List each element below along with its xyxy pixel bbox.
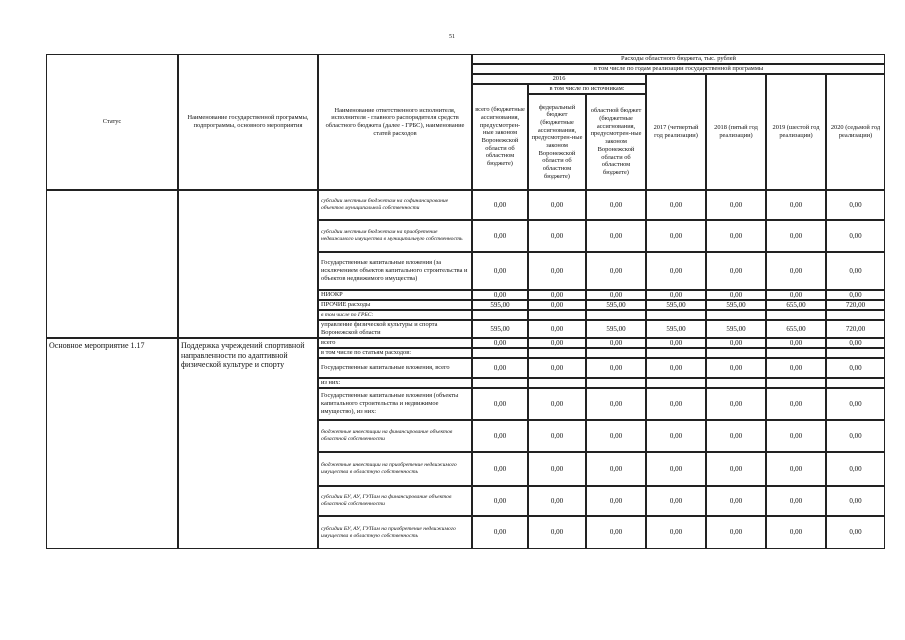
- row-value-text: 0,00: [550, 324, 564, 333]
- row-value-text: 655,00: [786, 324, 806, 333]
- row-label-text: Государственные капитальные вложения, всего: [321, 364, 450, 372]
- row-value: [646, 516, 706, 549]
- row-value-text: 595,00: [606, 324, 626, 333]
- program-cell-continued: [178, 190, 318, 338]
- row-value-text: 0,00: [789, 266, 803, 275]
- row-value: [528, 300, 586, 310]
- row-value: [706, 320, 766, 338]
- row-label-text: Государственные капитальные вложения (объекты капитального строительства и недвижимое имущество), из них:: [321, 392, 459, 415]
- row-label: [318, 516, 472, 549]
- row-value: [586, 486, 646, 516]
- row-value: [472, 452, 528, 486]
- row-value: [528, 420, 586, 452]
- row-value-text: 0,00: [789, 200, 803, 209]
- row-value-text: 0,00: [789, 290, 803, 299]
- row-value-text: 0,00: [609, 266, 623, 275]
- row-label-text: субсидии местным бюджетам на приобретение недвижимого имущества в муниципальную собственность: [321, 229, 463, 242]
- row-value: [646, 358, 706, 378]
- row-value-text: 0,00: [609, 231, 623, 240]
- row-value: [528, 252, 586, 290]
- row-value: [826, 348, 885, 358]
- row-value: [586, 252, 646, 290]
- header-year-2016: [472, 74, 646, 84]
- row-value-text: 0,00: [729, 496, 743, 505]
- header-status: [46, 54, 178, 190]
- row-value: [706, 290, 766, 300]
- row-value-text: 595,00: [726, 300, 746, 309]
- row-value: [706, 220, 766, 252]
- row-value: [472, 358, 528, 378]
- row-label: [318, 338, 472, 348]
- section-status: [46, 338, 178, 549]
- row-value: [646, 320, 706, 338]
- row-value-text: 595,00: [666, 300, 686, 309]
- status-cell-continued: [46, 190, 178, 338]
- row-value-text: 0,00: [493, 464, 507, 473]
- row-value: [528, 320, 586, 338]
- row-value: [528, 516, 586, 549]
- row-value-text: 0,00: [493, 266, 507, 275]
- row-value: [706, 420, 766, 452]
- row-value-text: 0,00: [669, 338, 683, 347]
- row-value-text: 0,00: [849, 399, 862, 408]
- header-budget-caption: [472, 54, 885, 64]
- row-label-text: из них:: [321, 379, 341, 387]
- row-value-text: 0,00: [550, 200, 564, 209]
- section-name-text: Поддержка учреждений спортивной направленности по адаптивной физической культуре и спорту: [181, 341, 305, 370]
- row-label: [318, 358, 472, 378]
- row-value-text: 0,00: [493, 431, 507, 440]
- row-label: [318, 348, 472, 358]
- header-federal: [528, 94, 586, 190]
- row-value: [646, 378, 706, 388]
- row-label-text: субсидии БУ, АУ, ГУПам на финансирование объектов областной собственности: [321, 494, 452, 507]
- row-value-text: 0,00: [729, 290, 743, 299]
- row-value-text: 0,00: [849, 200, 862, 209]
- row-value-text: 0,00: [669, 464, 683, 473]
- row-label-text: Государственные капитальные вложения (за исключением объектов капитального строительства и объектов недвижимого имущества): [321, 259, 468, 282]
- row-value: [472, 348, 528, 358]
- row-value-text: 0,00: [609, 338, 623, 347]
- row-value: [826, 378, 885, 388]
- row-value: [586, 420, 646, 452]
- row-value: [646, 252, 706, 290]
- row-value: [766, 516, 826, 549]
- row-value-text: 0,00: [493, 290, 507, 299]
- row-value: [528, 348, 586, 358]
- row-value-text: 0,00: [729, 399, 743, 408]
- row-value-text: 0,00: [669, 496, 683, 505]
- row-label-text: субсидии БУ, АУ, ГУПам на приобретение недвижимого имущества в областную собственность: [321, 525, 456, 539]
- row-value-text: 0,00: [849, 266, 862, 275]
- row-value: [646, 220, 706, 252]
- row-label: [318, 452, 472, 486]
- row-value: [528, 190, 586, 220]
- header-sources-caption: [528, 84, 646, 94]
- row-value: [528, 338, 586, 348]
- row-value: [766, 338, 826, 348]
- row-value: [766, 486, 826, 516]
- row-value-text: 0,00: [493, 399, 507, 408]
- row-value: [646, 290, 706, 300]
- row-value-text: 595,00: [726, 324, 746, 333]
- row-value: [586, 220, 646, 252]
- row-value-text: 0,00: [849, 231, 862, 240]
- header-2018-text: 2018 (пятый год реализации): [714, 124, 758, 139]
- row-value-text: 0,00: [669, 231, 683, 240]
- header-years-caption: [472, 64, 885, 74]
- row-value: [826, 358, 885, 378]
- section-status-text: Основное мероприятие 1.17: [49, 341, 145, 350]
- row-value: [766, 220, 826, 252]
- header-2018: [706, 74, 766, 190]
- row-label-text: субсидии местным бюджетам на софинансирование объектов муниципальной собственности: [321, 198, 449, 211]
- row-value-text: 0,00: [550, 266, 564, 275]
- row-value: [706, 252, 766, 290]
- row-value-text: 0,00: [550, 431, 564, 440]
- row-label: [318, 320, 472, 338]
- row-value: [528, 486, 586, 516]
- row-value-text: 0,00: [669, 431, 683, 440]
- row-value: [586, 300, 646, 310]
- row-value-text: 0,00: [789, 496, 803, 505]
- row-value-text: 0,00: [849, 528, 862, 537]
- header-status-text: Статус: [102, 118, 122, 126]
- header-federal-text: федеральный бюджет (бюджетные ассигнования, предусмотрен-ные законом Воронежской области об областном бюджете): [531, 103, 583, 180]
- header-2017: [646, 74, 706, 190]
- row-label: [318, 190, 472, 220]
- row-label: [318, 420, 472, 452]
- row-value-text: 595,00: [666, 324, 686, 333]
- row-value: [826, 338, 885, 348]
- row-value-text: 0,00: [550, 399, 564, 408]
- row-value: [472, 290, 528, 300]
- row-value: [706, 338, 766, 348]
- row-label-text: бюджетные инвестиции на финансирование объектов областной собственности: [321, 429, 453, 442]
- row-value: [826, 486, 885, 516]
- row-value: [646, 388, 706, 420]
- row-value-text: 0,00: [609, 290, 623, 299]
- row-value-text: 0,00: [550, 300, 564, 309]
- row-value-text: 0,00: [669, 399, 683, 408]
- row-value: [646, 310, 706, 320]
- header-2020-text: 2020 (седьмой год реализации): [830, 124, 881, 139]
- row-label: [318, 486, 472, 516]
- header-total-text: всего (бюджетные ассигнования, предусмотрен-ные законом Воронежской области об областном бюджете): [475, 106, 525, 168]
- row-value: [706, 516, 766, 549]
- row-value: [586, 388, 646, 420]
- row-value: [586, 358, 646, 378]
- row-value: [472, 220, 528, 252]
- row-value: [706, 300, 766, 310]
- row-value-text: 0,00: [493, 528, 507, 537]
- row-value-text: 0,00: [669, 528, 683, 537]
- row-label-text: управление физической культуры и спорта Воронежской области: [321, 321, 438, 336]
- row-value: [706, 348, 766, 358]
- row-value-text: 0,00: [669, 200, 683, 209]
- row-value: [766, 300, 826, 310]
- row-value: [472, 310, 528, 320]
- row-value-text: 0,00: [609, 363, 623, 372]
- row-value: [766, 358, 826, 378]
- page-number: 51: [449, 34, 455, 40]
- row-value-text: 0,00: [609, 528, 623, 537]
- row-value-text: 0,00: [550, 231, 564, 240]
- row-value: [706, 378, 766, 388]
- row-value: [766, 190, 826, 220]
- row-value-text: 0,00: [729, 338, 743, 347]
- section-name: [178, 338, 318, 549]
- row-value-text: 0,00: [550, 496, 564, 505]
- row-value-text: 0,00: [849, 363, 862, 372]
- row-value: [826, 290, 885, 300]
- header-regional-text: областной бюджет (бюджетные ассигнования, предусмотрен-ные законом Воронежской области об областном бюджете): [590, 107, 642, 176]
- row-label-text: всего: [321, 339, 336, 347]
- header-years-caption-text: в том числе по годам реализации государственной программы: [593, 65, 764, 73]
- row-value-text: 0,00: [789, 399, 803, 408]
- row-value: [766, 348, 826, 358]
- row-value-text: 720,00: [845, 324, 866, 333]
- row-value: [472, 300, 528, 310]
- row-label-text: НИОКР: [321, 291, 343, 299]
- row-value: [766, 420, 826, 452]
- row-value-text: 0,00: [609, 464, 623, 473]
- header-2019-text: 2019 (шестой год реализации): [772, 124, 820, 139]
- row-value-text: 0,00: [789, 528, 803, 537]
- row-value: [586, 348, 646, 358]
- row-label-text: в том числе по ГРБС:: [321, 311, 374, 318]
- row-value: [586, 310, 646, 320]
- row-value: [586, 452, 646, 486]
- row-value: [706, 358, 766, 378]
- row-value-text: 0,00: [550, 363, 564, 372]
- row-label: [318, 220, 472, 252]
- row-value-text: 595,00: [490, 324, 510, 333]
- row-value-text: 720,00: [845, 300, 866, 309]
- header-program-name-text: Наименование государственной программы, подпрограммы, основного мероприятия: [187, 114, 309, 129]
- row-value: [826, 516, 885, 549]
- header-program-name: [178, 54, 318, 190]
- row-value: [472, 252, 528, 290]
- row-value: [472, 420, 528, 452]
- row-value-text: 595,00: [490, 300, 510, 309]
- row-value: [826, 190, 885, 220]
- row-value-text: 0,00: [493, 231, 507, 240]
- row-value-text: 0,00: [729, 464, 743, 473]
- row-value: [706, 388, 766, 420]
- row-value-text: 0,00: [789, 431, 803, 440]
- row-value: [528, 388, 586, 420]
- row-label-text: в том числе по статьям расходов:: [321, 349, 411, 357]
- row-value-text: 0,00: [849, 290, 862, 299]
- row-value: [472, 486, 528, 516]
- row-value-text: 0,00: [493, 200, 507, 209]
- row-value-text: 0,00: [849, 464, 862, 473]
- row-value: [826, 310, 885, 320]
- row-value: [586, 338, 646, 348]
- row-value: [766, 388, 826, 420]
- row-value-text: 0,00: [729, 266, 743, 275]
- row-value: [528, 358, 586, 378]
- row-value: [472, 320, 528, 338]
- row-value-text: 0,00: [729, 200, 743, 209]
- row-value: [528, 378, 586, 388]
- header-2019: [766, 74, 826, 190]
- header-regional: [586, 94, 646, 190]
- row-value: [472, 190, 528, 220]
- row-value-text: 0,00: [789, 338, 803, 347]
- row-value: [706, 190, 766, 220]
- row-label: [318, 290, 472, 300]
- row-value: [528, 310, 586, 320]
- row-value: [646, 190, 706, 220]
- row-value: [528, 220, 586, 252]
- row-value: [472, 378, 528, 388]
- row-value: [826, 320, 885, 338]
- row-value: [766, 290, 826, 300]
- row-value-text: 595,00: [606, 300, 626, 309]
- header-budget-caption-text: Расходы областного бюджета, тыс. рублей: [621, 55, 736, 63]
- row-value-text: 0,00: [789, 464, 803, 473]
- row-value: [706, 486, 766, 516]
- row-value-text: 0,00: [669, 290, 683, 299]
- row-value: [826, 300, 885, 310]
- row-value: [766, 452, 826, 486]
- row-value: [528, 290, 586, 300]
- row-value: [826, 388, 885, 420]
- row-value: [646, 338, 706, 348]
- row-value-text: 0,00: [669, 266, 683, 275]
- header-sources-caption-text: в том числе по источникам:: [549, 85, 625, 93]
- row-value-text: 0,00: [789, 363, 803, 372]
- row-value-text: 0,00: [789, 231, 803, 240]
- row-value: [472, 388, 528, 420]
- row-value-text: 0,00: [729, 231, 743, 240]
- row-value-text: 0,00: [849, 431, 862, 440]
- row-value: [586, 320, 646, 338]
- row-value: [706, 310, 766, 320]
- row-label: [318, 310, 472, 320]
- row-value: [646, 300, 706, 310]
- row-value: [646, 452, 706, 486]
- row-value-text: 655,00: [786, 300, 806, 309]
- header-executor-text: Наименование ответственного исполнителя, исполнителя - главного распорядителя средств областного бюджета (далее - ГРБС), наименование статей расходов: [325, 106, 465, 137]
- row-value: [586, 190, 646, 220]
- row-label-text: ПРОЧИЕ расходы: [321, 301, 371, 309]
- row-label: [318, 388, 472, 420]
- row-value: [826, 420, 885, 452]
- row-value-text: 0,00: [550, 290, 564, 299]
- row-value: [826, 452, 885, 486]
- row-value: [766, 320, 826, 338]
- row-label-text: бюджетные инвестиции на приобретение недвижимого имущества в областную собственность: [321, 462, 457, 475]
- row-value: [646, 348, 706, 358]
- row-value: [766, 378, 826, 388]
- header-total: [472, 84, 528, 190]
- row-value-text: 0,00: [550, 464, 564, 473]
- row-value: [472, 516, 528, 549]
- row-value: [646, 486, 706, 516]
- row-value-text: 0,00: [729, 363, 743, 372]
- row-value: [528, 452, 586, 486]
- row-value: [826, 220, 885, 252]
- row-value: [706, 452, 766, 486]
- row-label: [318, 378, 472, 388]
- row-value-text: 0,00: [493, 496, 507, 505]
- row-value: [646, 420, 706, 452]
- row-value-text: 0,00: [609, 431, 623, 440]
- row-value-text: 0,00: [849, 496, 862, 505]
- row-value: [766, 310, 826, 320]
- row-value-text: 0,00: [729, 431, 743, 440]
- row-value-text: 0,00: [550, 528, 564, 537]
- row-value-text: 0,00: [849, 338, 862, 347]
- row-value-text: 0,00: [669, 363, 683, 372]
- row-value-text: 0,00: [609, 496, 623, 505]
- row-value-text: 0,00: [609, 399, 623, 408]
- row-value-text: 0,00: [493, 363, 507, 372]
- row-value-text: 0,00: [729, 528, 743, 537]
- header-year-2016-text: 2016: [552, 75, 566, 83]
- row-value: [586, 516, 646, 549]
- row-value: [586, 290, 646, 300]
- row-value: [826, 252, 885, 290]
- header-executor: [318, 54, 472, 190]
- row-value: [586, 378, 646, 388]
- header-2020: [826, 74, 885, 190]
- row-label: [318, 300, 472, 310]
- row-value: [472, 338, 528, 348]
- row-label: [318, 252, 472, 290]
- row-value: [766, 252, 826, 290]
- header-2017-text: 2017 (четвертый год реализации): [653, 124, 699, 139]
- row-value-text: 0,00: [609, 200, 623, 209]
- row-value-text: 0,00: [493, 338, 507, 347]
- row-value-text: 0,00: [550, 338, 564, 347]
